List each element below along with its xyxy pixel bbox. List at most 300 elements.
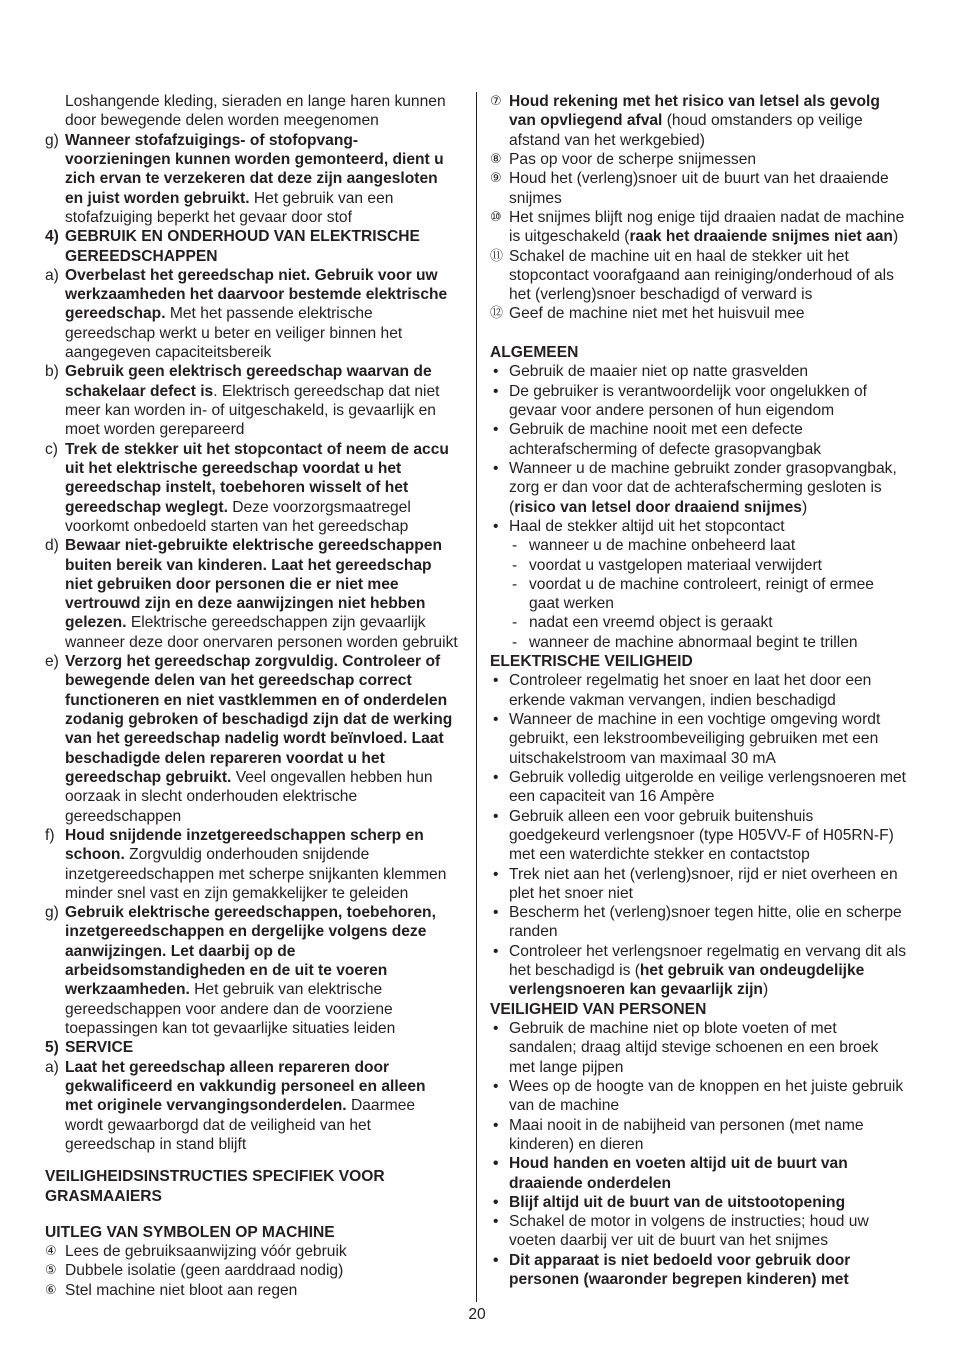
list-item (490, 1212, 940, 1251)
symbol-number: ④ (45, 1244, 57, 1260)
bullet: • (493, 1077, 499, 1095)
list-item (45, 227, 470, 266)
text-segment: ) (892, 228, 899, 246)
text-segment: toepassingen kan tot gevaarlijke situaties leiden (65, 1020, 396, 1037)
text-segment: met lange pijpen (509, 1058, 624, 1076)
text-segment: De gebruiker is verantwoordelijk voor ongelukken of (509, 382, 867, 400)
list-item (45, 1038, 470, 1057)
text-line (65, 710, 452, 729)
sub-list-item (490, 575, 940, 614)
bold-text: GEREEDSCHAPPEN (65, 247, 218, 265)
bold-text: GEBRUIK EN ONDERHOUD VAN ELEKTRISCHE (65, 228, 420, 246)
text-line (65, 1000, 436, 1019)
item-text (509, 865, 898, 904)
text-segment: Wanneer u de machine gebruikt zonder grasopvangbak, (509, 459, 897, 477)
bold-text: zich ervan te verzekeren dat deze zijn aangesloten (65, 170, 438, 188)
bold-text: inzetgereedschappen en dergelijke volgens deze (65, 923, 427, 941)
bold-text: gereedschap. (65, 305, 166, 323)
list-item (490, 382, 940, 421)
right-column (490, 92, 940, 1289)
text-line (509, 749, 880, 768)
item-text (65, 266, 447, 363)
text-line (509, 131, 880, 150)
bold-text: vertrouwd zijn en deze aanwijzingen niet hebben (65, 595, 426, 613)
text-line (509, 1212, 869, 1231)
bold-text: Blijf altijd uit de buurt van de uitstootopening (509, 1193, 846, 1211)
text-line (65, 594, 458, 613)
text-line (65, 1038, 133, 1057)
dash-bullet: - (512, 537, 518, 555)
item-text (490, 1000, 706, 1019)
list-item (45, 652, 470, 826)
list-item (490, 517, 940, 536)
text-segment: Pas op voor de scherpe snijmessen (509, 150, 757, 168)
text-line (65, 1116, 426, 1135)
list-item (45, 1281, 470, 1300)
text-line (45, 1187, 385, 1206)
text-line (65, 459, 449, 478)
text-line (509, 865, 898, 884)
text-line (65, 131, 444, 150)
text-line (509, 459, 897, 478)
text-line (65, 208, 444, 227)
text-line (529, 536, 795, 555)
text-line (65, 575, 458, 594)
text-segment: Trek niet aan het (verleng)snoer, rijd er niet overheen en (509, 865, 898, 883)
item-text (65, 440, 449, 537)
text-segment: het (verleng)snoer beschadigd of verward is (509, 286, 813, 304)
item-text (509, 942, 906, 1000)
item-text (509, 1077, 903, 1116)
text-line (509, 1231, 869, 1250)
list-item (45, 1261, 470, 1280)
item-text (509, 1193, 845, 1212)
bullet: • (493, 1251, 499, 1269)
item-text (509, 362, 808, 381)
text-line (65, 517, 449, 536)
text-segment: snijmes (509, 189, 562, 207)
bullet: • (493, 672, 499, 690)
text-line (65, 633, 458, 652)
bold-text: gereedschap weglegt. (65, 498, 228, 516)
item-label: a) (45, 1058, 59, 1076)
bold-text: het gebruik van ondeugdelijke (639, 962, 865, 980)
text-line (509, 401, 867, 420)
text-segment: voorkomt onbedoeld starten van het gereedschap (65, 517, 409, 535)
list-item (45, 1242, 470, 1261)
text-segment: zorg er dan voor dat de achterafscherming gesloten is (509, 479, 882, 497)
item-text (65, 903, 436, 1038)
bold-text: Gebruik geen elektrisch gereedschap waarvan de (65, 363, 432, 381)
text-segment: gebruikt, een lekstroombeveiliging gebruiken met een (509, 730, 879, 748)
text-line (509, 1270, 850, 1289)
bullet: • (493, 768, 499, 786)
text-segment: gereedschappen (65, 807, 182, 825)
text-line (529, 594, 874, 613)
text-line (509, 845, 894, 864)
item-text (65, 1281, 297, 1300)
bullet: • (493, 1116, 499, 1134)
list-item (490, 1077, 940, 1116)
text-line (490, 652, 693, 671)
text-line (509, 1077, 903, 1096)
text-line (509, 884, 898, 903)
item-text (509, 517, 785, 536)
bold-text: Houd snijdende inzetgereedschappen scherp en (65, 826, 424, 844)
item-text (509, 807, 894, 865)
bullet: • (493, 904, 499, 922)
list-item (490, 1251, 940, 1290)
item-text (65, 92, 446, 131)
item-text (65, 1058, 426, 1155)
section-heading (490, 1000, 940, 1019)
list-item (490, 420, 940, 459)
text-line (65, 749, 452, 768)
text-segment: Maai nooit in de nabijheid van personen (met name (509, 1116, 864, 1134)
text-line (65, 556, 458, 575)
item-text (509, 150, 756, 169)
text-line (490, 343, 578, 362)
item-label: d) (45, 537, 59, 555)
list-item (490, 459, 940, 517)
bold-text: zodanig gebroken of beschadigd zijn dat de werking (65, 711, 453, 728)
text-line (509, 1135, 864, 1154)
dash-bullet: - (512, 556, 518, 574)
text-line (65, 1135, 426, 1154)
text-segment: plet het snoer niet (509, 884, 633, 902)
text-line (65, 1261, 343, 1280)
text-line (65, 691, 452, 710)
text-line (509, 671, 871, 690)
bullet: • (493, 382, 499, 400)
bold-text: functioneren en niet vastklemmen en of onderdelen (65, 691, 448, 709)
list-item (490, 208, 940, 247)
bold-text: Houd handen en voeten altijd uit de buurt van (509, 1155, 848, 1173)
bold-text: aanwijzingen. Let daarbij op de (65, 942, 296, 960)
text-segment: wanneer de machine abnormaal begint te trillen (529, 633, 858, 651)
item-text (509, 382, 867, 421)
text-segment: Het gebruik van elektrische (189, 981, 383, 999)
text-segment: Gebruik volledig uitgerolde en veilige verlengsnoeren met (509, 768, 907, 786)
section-heading (490, 343, 940, 362)
item-text (509, 1019, 878, 1077)
list-item (490, 169, 940, 208)
text-segment: Schakel de motor in volgens de instructies; houd uw (509, 1213, 869, 1231)
item-label: e) (45, 653, 59, 671)
text-line (65, 980, 436, 999)
bold-text: en juist worden gebruikt. (65, 189, 250, 207)
list-item (45, 440, 470, 537)
text-segment: sandalen; draag altijd stevige schoenen en een broek (509, 1039, 879, 1057)
list-item (45, 536, 470, 652)
list-item (490, 710, 940, 768)
text-line (490, 1000, 706, 1019)
item-text (65, 826, 446, 903)
item-text (65, 362, 439, 439)
text-line (65, 845, 446, 864)
text-line (65, 922, 436, 941)
text-segment: Gebruik de maaier niet op natte grasvelden (509, 363, 809, 381)
text-line (65, 787, 452, 806)
item-text (65, 1242, 347, 1261)
text-line (509, 189, 889, 208)
text-line (65, 478, 449, 497)
section-heading (45, 1223, 470, 1242)
list-item (45, 266, 470, 363)
text-line (65, 227, 420, 246)
text-segment: Het gebruik van een (249, 189, 394, 207)
bold-text: VEILIGHEID VAN PERSONEN (490, 1000, 707, 1018)
text-segment: Elektrische gereedschappen zijn gevaarlijk (126, 614, 426, 632)
bullet: • (493, 459, 499, 477)
bullet: • (493, 1193, 499, 1211)
sub-list-item (490, 536, 940, 555)
item-text (529, 556, 822, 575)
text-segment: (houd omstanders op veilige (662, 112, 863, 130)
text-segment: moet worden gerepareerd (65, 421, 245, 439)
bold-text: Laat het gereedschap alleen repareren door (65, 1058, 390, 1076)
text-line (509, 1251, 850, 1270)
text-line (509, 304, 805, 323)
item-text (509, 671, 871, 710)
text-line (65, 613, 458, 632)
bullet: • (493, 711, 499, 728)
bold-text: gereedschap gebruikt. (65, 768, 232, 786)
bold-text: met originele vervangingsonderdelen. (65, 1097, 347, 1115)
text-segment: aangegeven capaciteitsbereik (65, 344, 272, 362)
text-segment: goedgekeurd verlengsnoer (type H05VV-F of H05RN-F) (509, 826, 894, 844)
bullet: • (493, 807, 499, 825)
text-segment: Gebruik alleen een voor gebruik buitenshuis (509, 807, 814, 825)
dash-bullet: - (512, 575, 518, 593)
text-line (65, 1281, 297, 1300)
text-line (509, 942, 906, 961)
bold-text: gekwalificeerd en vakkundig personeel en alleen (65, 1077, 426, 1095)
symbol-number: ⑩ (490, 209, 502, 225)
text-segment: het beschadigd is ( (509, 962, 640, 980)
text-line (509, 266, 894, 285)
item-text (45, 1223, 335, 1242)
sub-list-item (490, 613, 940, 632)
text-segment: stofafzuiging beperkt het gevaar door stof (65, 208, 352, 226)
bold-text: van het gereedschap nadelig wordt beïnvloed. Laat (65, 730, 444, 748)
item-text (65, 227, 420, 266)
symbol-number: ⑤ (45, 1263, 57, 1279)
text-line (509, 150, 756, 169)
item-label: g) (45, 131, 59, 149)
bullet: • (493, 1155, 499, 1173)
section-heading (490, 652, 940, 671)
text-segment: Het snijmes blijft nog enige tijd draaien nadat de machine (509, 208, 905, 226)
item-text (509, 247, 894, 305)
bullet: • (493, 517, 499, 535)
list-item (490, 304, 940, 323)
text-segment: voeten daarbij ver uit de buurt van het snijmes (509, 1232, 828, 1250)
text-line (65, 865, 446, 884)
bold-text: gereedschap instelt, toebehoren wisselt of het (65, 479, 409, 497)
bold-text: Verzorg het gereedschap zorgvuldig. Controleer of (65, 653, 441, 671)
text-segment: gereedschap in stand blijft (65, 1135, 247, 1153)
text-segment: oorzaak in slecht onderhouden elektrische (65, 788, 358, 806)
item-label: c) (45, 440, 58, 458)
text-segment: Controleer het verlengsnoer regelmatig en vervang dit als (509, 942, 906, 960)
item-label: b) (45, 363, 59, 381)
text-line (65, 150, 444, 169)
text-line (509, 1096, 903, 1115)
item-text (529, 613, 773, 632)
text-segment: Controleer regelmatig het snoer en laat het door een (509, 672, 872, 690)
bold-text: GRASMAAIERS (45, 1187, 162, 1205)
item-text (529, 633, 858, 652)
bold-text: Gebruik elektrische gereedschappen, toebehoren, (65, 904, 436, 922)
text-line (509, 362, 808, 381)
text-segment: Geef de machine niet met het huisvuil mee (509, 305, 805, 323)
dash-bullet: - (512, 633, 518, 651)
item-text (490, 652, 693, 671)
list-item (45, 903, 470, 1038)
text-line (65, 1058, 426, 1077)
symbol-number: ⑨ (490, 171, 502, 187)
symbol-number: ⑥ (45, 1282, 57, 1298)
text-segment: met een waterdichte stekker en contactstop (509, 846, 810, 864)
text-segment: Bescherm het (verleng)snoer tegen hitte, olie en scherpe (509, 904, 902, 922)
text-line (45, 1167, 385, 1186)
item-text (509, 1116, 864, 1155)
text-segment: Wees op de hoogte van de knoppen en het juiste gebruik (509, 1077, 904, 1095)
list-item (45, 826, 470, 903)
text-segment: . Elektrisch gereedschap dat niet (213, 382, 440, 400)
text-line (65, 671, 452, 690)
text-line (509, 478, 897, 497)
text-line (65, 343, 447, 362)
item-text (509, 1154, 848, 1193)
text-line (65, 401, 439, 420)
bold-text: VEILIGHEIDSINSTRUCTIES SPECIFIEK VOOR (45, 1168, 385, 1186)
text-line (509, 440, 821, 459)
text-line (65, 1096, 426, 1115)
text-line (65, 382, 439, 401)
text-segment: van de machine (509, 1097, 620, 1115)
list-item (490, 247, 940, 305)
text-line (509, 807, 894, 826)
text-line (65, 768, 452, 787)
text-line (509, 1193, 845, 1212)
bold-text: beschadigde delen repareren voordat u het (65, 749, 385, 767)
text-segment: wordt gewaarborgd dat de veiligheid van het (65, 1116, 372, 1134)
text-line (65, 961, 436, 980)
text-line (65, 942, 436, 961)
list-item (45, 131, 470, 228)
bold-text: niet gebruiken door personen die er niet mee (65, 575, 399, 593)
text-segment: Wanneer de machine in een vochtige omgeving wordt (509, 711, 881, 728)
bold-text: ELEKTRISCHE VEILIGHEID (490, 653, 693, 671)
item-text (509, 459, 897, 517)
bold-text: van opvliegend afval (509, 112, 663, 130)
text-line (65, 92, 446, 111)
text-line (509, 903, 902, 922)
list-item (490, 1193, 940, 1212)
text-line (509, 768, 906, 787)
text-segment: Stel machine niet bloot aan regen (65, 1281, 298, 1299)
text-segment: stopcontact voorafgaand aan reiniging/onderhoud of als (509, 266, 894, 284)
bold-text: risico van letsel door draaiend snijmes (514, 498, 802, 516)
text-line (65, 1242, 347, 1261)
list-item (490, 92, 940, 150)
text-segment: nadat een vreemd object is geraakt (529, 614, 773, 632)
text-line (509, 729, 880, 748)
bold-text: voorzieningen kunnen worden gemonteerd, dient u (65, 150, 444, 168)
list-item (45, 362, 470, 439)
item-text (45, 1167, 385, 1206)
bullet: • (493, 865, 499, 883)
text-segment: is uitgeschakeld ( (509, 228, 630, 246)
item-text (509, 304, 805, 323)
text-line (509, 1058, 878, 1077)
list-item (45, 1058, 470, 1155)
text-segment: voordat u de machine controleert, reinigt of ermee (529, 575, 874, 593)
text-segment: achterafscherming of defecte grasopvangbak (509, 440, 822, 458)
text-segment: Zorgvuldig onderhouden snijdende (124, 846, 370, 864)
page-number: 20 (468, 1306, 486, 1323)
text-segment: Deze voorzorgsmaatregel (227, 498, 411, 516)
text-line (65, 189, 444, 208)
text-line (65, 652, 452, 671)
text-line (65, 1077, 426, 1096)
text-line (509, 980, 906, 999)
text-line (509, 1174, 848, 1193)
text-line (529, 556, 822, 575)
text-line (65, 440, 449, 459)
text-line (509, 787, 906, 806)
bullet: • (493, 942, 499, 960)
bold-text: schoon. (65, 846, 125, 864)
dash-bullet: - (512, 614, 518, 632)
item-text (65, 1261, 343, 1280)
text-segment: Dubbele isolatie (geen aarddraad nodig) (65, 1262, 344, 1280)
column-divider (476, 92, 477, 1302)
text-segment: meer kan worden in- of uitgeschakeld, is gevaarlijk en (65, 402, 436, 419)
item-label: a) (45, 266, 59, 284)
item-text (509, 420, 821, 459)
list-item (490, 362, 940, 381)
text-line (509, 498, 897, 517)
bold-text: raak het draaiende snijmes niet aan (629, 228, 893, 246)
left-column (45, 92, 470, 1300)
text-segment: gereedschappen voor andere dan de voorziene (65, 1000, 393, 1018)
bullet: • (493, 1213, 499, 1231)
text-line (509, 1019, 878, 1038)
list-item (490, 865, 940, 904)
list-item (490, 1154, 940, 1193)
sub-list-item (490, 556, 940, 575)
text-segment: afstand van het werkgebied) (509, 131, 705, 149)
item-text (490, 343, 578, 362)
list-item (490, 150, 940, 169)
text-segment: een capaciteit van 16 Ampère (509, 788, 715, 806)
item-text (509, 710, 880, 768)
text-line (65, 536, 458, 555)
item-label: 4) (45, 228, 59, 246)
text-line (509, 691, 871, 710)
text-segment: minder snel vast en zijn gemakkelijker te geleiden (65, 884, 409, 902)
text-segment: ) (762, 981, 769, 999)
text-segment: inzetgereedschappen met scherpe snijkanten klemmen (65, 865, 447, 883)
item-text (529, 536, 795, 555)
bold-text: Overbelast het gereedschap niet. Gebruik voor uw (65, 266, 438, 284)
text-line (509, 227, 904, 246)
text-segment: wanneer u de machine onbeheerd laat (529, 537, 796, 555)
text-line (65, 304, 447, 323)
